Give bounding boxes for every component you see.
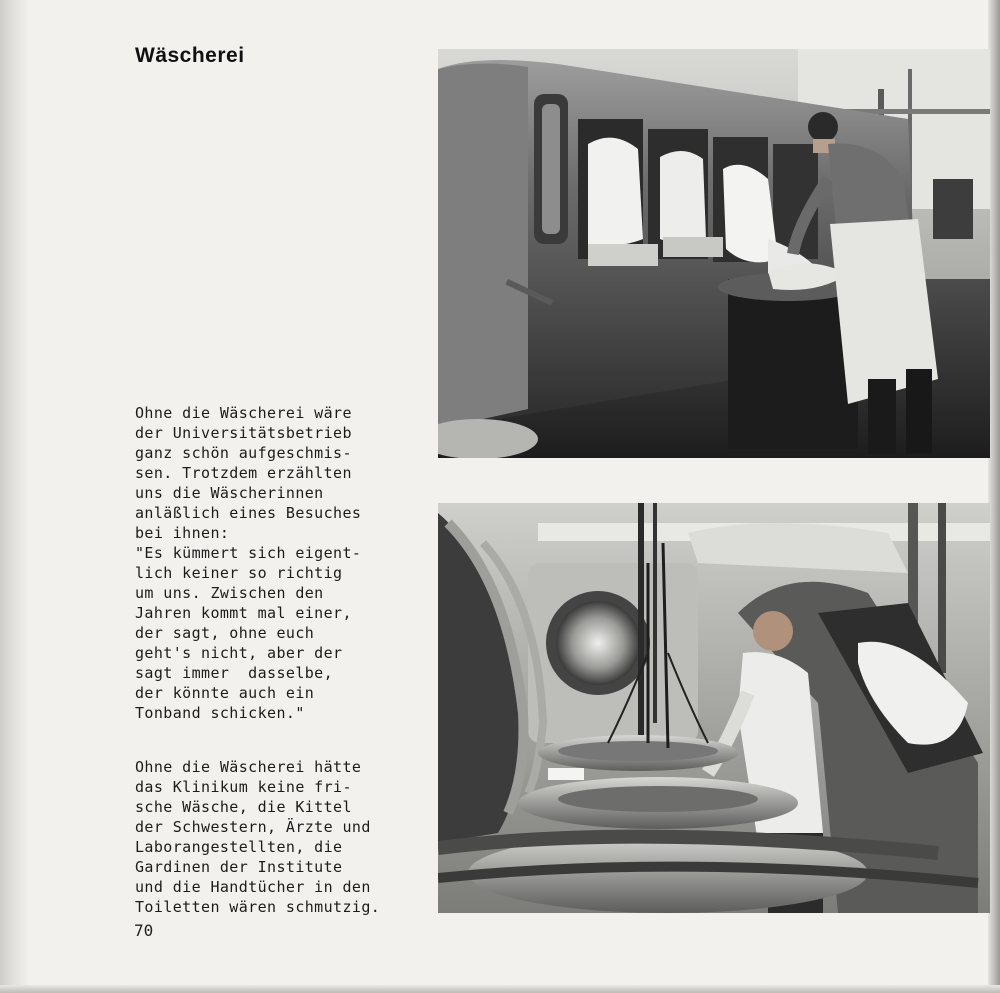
- paragraph-2: [135, 737, 425, 917]
- text-line: lich keiner so richtig: [135, 564, 343, 582]
- text-line: der sagt, ohne euch: [135, 624, 315, 642]
- page-title: Wäscherei: [135, 44, 245, 67]
- text-line: sagt immer dasselbe,: [135, 664, 334, 682]
- text-line: der Universitätsbetrieb: [135, 424, 352, 442]
- text-line: Tonband schicken.": [135, 704, 305, 722]
- photo-laundry-extractors: [438, 503, 990, 913]
- text-line: bei ihnen:: [135, 524, 230, 542]
- paragraph-1: [135, 383, 425, 723]
- book-gutter-shadow: [0, 0, 30, 993]
- text-line: Laborangestellten, die: [135, 838, 343, 856]
- text-line: geht's nicht, aber der: [135, 644, 343, 662]
- text-line: sche Wäsche, die Kittel: [135, 798, 352, 816]
- text-line: uns die Wäscherinnen: [135, 484, 324, 502]
- text-line: um uns. Zwischen den: [135, 584, 324, 602]
- text-line: Ohne die Wäscherei wäre: [135, 404, 352, 422]
- text-line: Toiletten wären schmutzig.: [135, 898, 381, 916]
- text-line: und die Handtücher in den: [135, 878, 371, 896]
- text-line: das Klinikum keine fri-: [135, 778, 352, 796]
- body-text: [135, 383, 425, 917]
- text-line: anläßlich eines Besuches: [135, 504, 362, 522]
- text-line: Gardinen der Institute: [135, 858, 343, 876]
- text-line: der könnte auch ein: [135, 684, 315, 702]
- text-line: der Schwestern, Ärzte und: [135, 818, 371, 836]
- photo-laundry-washing-machines: [438, 49, 990, 458]
- text-line: Ohne die Wäscherei hätte: [135, 758, 362, 776]
- page-bottom-edge: [0, 985, 1000, 993]
- text-line: sen. Trotzdem erzählten: [135, 464, 352, 482]
- text-line: ganz schön aufgeschmis-: [135, 444, 352, 462]
- text-line: Jahren kommt mal einer,: [135, 604, 352, 622]
- text-line: "Es kümmert sich eigent-: [135, 544, 362, 562]
- page-number: 70: [134, 921, 154, 940]
